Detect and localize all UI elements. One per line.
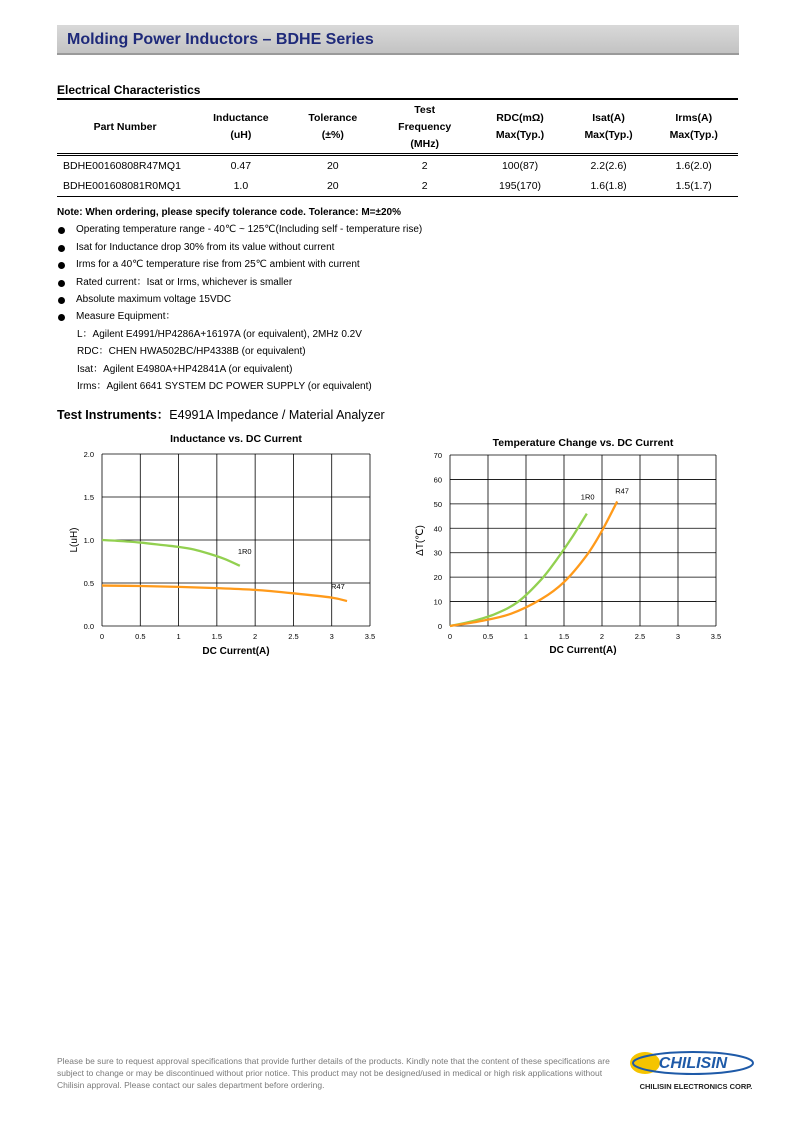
y-tick-label: 30 <box>433 548 442 558</box>
bullet-dot-icon <box>58 280 65 287</box>
y-tick-label: 0 <box>437 622 442 631</box>
x-tick-label: 1 <box>523 632 529 641</box>
note-bullet: Irms for a 40℃ temperature rise from 25℃ ambient with current <box>57 256 422 273</box>
x-tick-label: 0 <box>447 632 453 641</box>
table-cell: 1.0 <box>233 180 249 192</box>
series-label: 1R0 <box>237 546 252 556</box>
table-row <box>57 155 738 177</box>
test-instruments-value: E4991A Impedance / Material Analyzer <box>169 408 385 422</box>
svg-text:CHILISIN: CHILISIN <box>658 1055 728 1072</box>
table-cell: 0.47 <box>230 160 252 172</box>
series-label: R47 <box>615 486 629 496</box>
column-header: Irms(A) Max(Typ.) <box>669 112 718 141</box>
column-header: Tolerance (±%) <box>308 112 358 141</box>
bullet-dot-icon <box>58 262 65 269</box>
table-cell: 1.6(2.0) <box>675 160 712 172</box>
note-bullet: Isat for Inductance drop 30% from its value without current <box>57 239 422 256</box>
x-axis-label: DC Current(A) <box>202 646 270 657</box>
note-bullet: Measure Equipment： <box>57 308 422 325</box>
column-header: Inductance (uH) <box>213 112 269 141</box>
test-instruments <box>57 405 385 423</box>
page-title: Molding Power Inductors – BDHE Series <box>67 31 374 48</box>
x-tick-label: 1 <box>176 632 181 641</box>
table-cell: 2.2(2.6) <box>590 160 627 172</box>
x-tick-label: 3.5 <box>710 632 722 641</box>
bullet-dot-icon <box>58 245 65 252</box>
bullet-dot-icon <box>58 297 65 304</box>
note-bullet: Absolute maximum voltage 15VDC <box>57 291 422 308</box>
y-axis-label: ΔT(℃) <box>415 525 426 556</box>
series-label: 1R0 <box>580 492 595 502</box>
series-line-1r0 <box>450 514 587 626</box>
x-tick-label: 2.5 <box>288 632 299 641</box>
x-tick-label: 0 <box>99 632 105 641</box>
test-instruments-label: Test Instruments： <box>57 408 170 422</box>
x-tick-label: 0.5 <box>482 632 494 641</box>
table-cell: 195(170) <box>499 180 542 192</box>
x-tick-label: 2 <box>253 632 258 641</box>
equipment-item: Irms：Agilent 6641 SYSTEM DC POWER SUPPLY (or equivalent) <box>77 381 372 393</box>
y-tick-label: 0.0 <box>83 622 94 631</box>
notes <box>57 204 422 395</box>
table-cell: 20 <box>326 160 339 172</box>
y-tick-label: 1.5 <box>83 493 94 502</box>
x-axis-label: DC Current(A) <box>549 645 617 656</box>
table-cell: 1.6(1.8) <box>590 180 627 192</box>
x-tick-label: 3 <box>329 632 334 641</box>
y-tick-label: 2.0 <box>83 450 94 459</box>
column-header: RDC(mΩ) Max(Typ.) <box>495 112 545 141</box>
table-cell: BDHE001608081R0MQ1 <box>63 180 181 192</box>
y-axis-label: L(uH) <box>69 527 80 553</box>
series-line-r47 <box>102 586 347 601</box>
chart-title: Temperature Change vs. DC Current <box>492 437 674 449</box>
equipment-item: Isat：Agilent E4980A+HP42841A (or equivalent) <box>77 363 293 375</box>
y-tick-label: 0.5 <box>83 579 94 588</box>
svg-text:CHILISIN ELECTRONICS CORP.: CHILISIN ELECTRONICS CORP. <box>639 1082 753 1091</box>
y-tick-label: 20 <box>433 573 442 583</box>
table-cell: 1.5(1.7) <box>675 180 712 192</box>
series-line-r47 <box>450 501 617 626</box>
temperature-chart <box>405 428 735 660</box>
spec-table <box>57 101 738 197</box>
y-tick-label: 50 <box>433 499 442 509</box>
equipment-item: RDC：CHEN HWA502BC/HP4338B (or equivalent) <box>77 346 306 358</box>
chart-title: Inductance vs. DC Current <box>170 433 302 445</box>
table-cell: 100(87) <box>501 160 539 172</box>
table-header-row <box>57 101 738 155</box>
table-cell: BDHE00160808R47MQ1 <box>63 160 181 172</box>
x-tick-label: 3 <box>675 632 681 641</box>
bullet-dot-icon <box>58 314 65 321</box>
inductance-chart <box>57 428 387 660</box>
column-header: Test Frequency (MHz) <box>398 103 452 150</box>
x-tick-label: 1.5 <box>558 632 570 641</box>
table-cell: 20 <box>326 180 339 192</box>
column-header: Part Number <box>93 120 157 133</box>
section-title: Electrical Characteristics <box>57 83 738 100</box>
note-bullet: Operating temperature range - 40℃ ~ 125℃(Including self - temperature rise) <box>57 221 422 238</box>
x-tick-label: 1.5 <box>211 632 223 641</box>
y-tick-label: 1.0 <box>83 536 94 545</box>
y-tick-label: 10 <box>433 597 442 607</box>
ordering-note: Note: When ordering, please specify tolerance code. Tolerance: M=±20% <box>57 207 402 218</box>
series-label: R47 <box>331 582 345 592</box>
x-tick-label: 2 <box>599 632 605 641</box>
y-tick-label: 40 <box>433 524 442 534</box>
y-tick-label: 70 <box>433 451 442 460</box>
x-tick-label: 2.5 <box>634 632 646 641</box>
table-cell: 2 <box>421 180 428 192</box>
series-line-1r0 <box>102 540 240 566</box>
table-row <box>57 176 738 197</box>
y-tick-label: 60 <box>433 475 442 485</box>
header-banner <box>57 25 739 55</box>
note-bullet: Rated current：Isat or Irms, whichever is smaller <box>57 274 422 291</box>
table-cell: 2 <box>421 160 428 172</box>
column-header: Isat(A) Max(Typ.) <box>584 112 633 141</box>
footer-disclaimer: Please be sure to request approval specifications that provide further details of the products. Kindly note that the content of these specifications are subject to change or may be discontinued without prior notice. This product may not be designed/used in medical or high risk applications without Chilisin approval. Please contact our sales department before ordering. <box>57 1056 610 1090</box>
x-tick-label: 3.5 <box>364 632 376 641</box>
bullet-dot-icon <box>58 227 65 234</box>
chilisin-logo <box>629 1048 763 1096</box>
x-tick-label: 0.5 <box>135 632 146 641</box>
equipment-item: L：Agilent E4991/HP4286A+16197A (or equivalent), 2MHz 0.2V <box>77 328 362 340</box>
